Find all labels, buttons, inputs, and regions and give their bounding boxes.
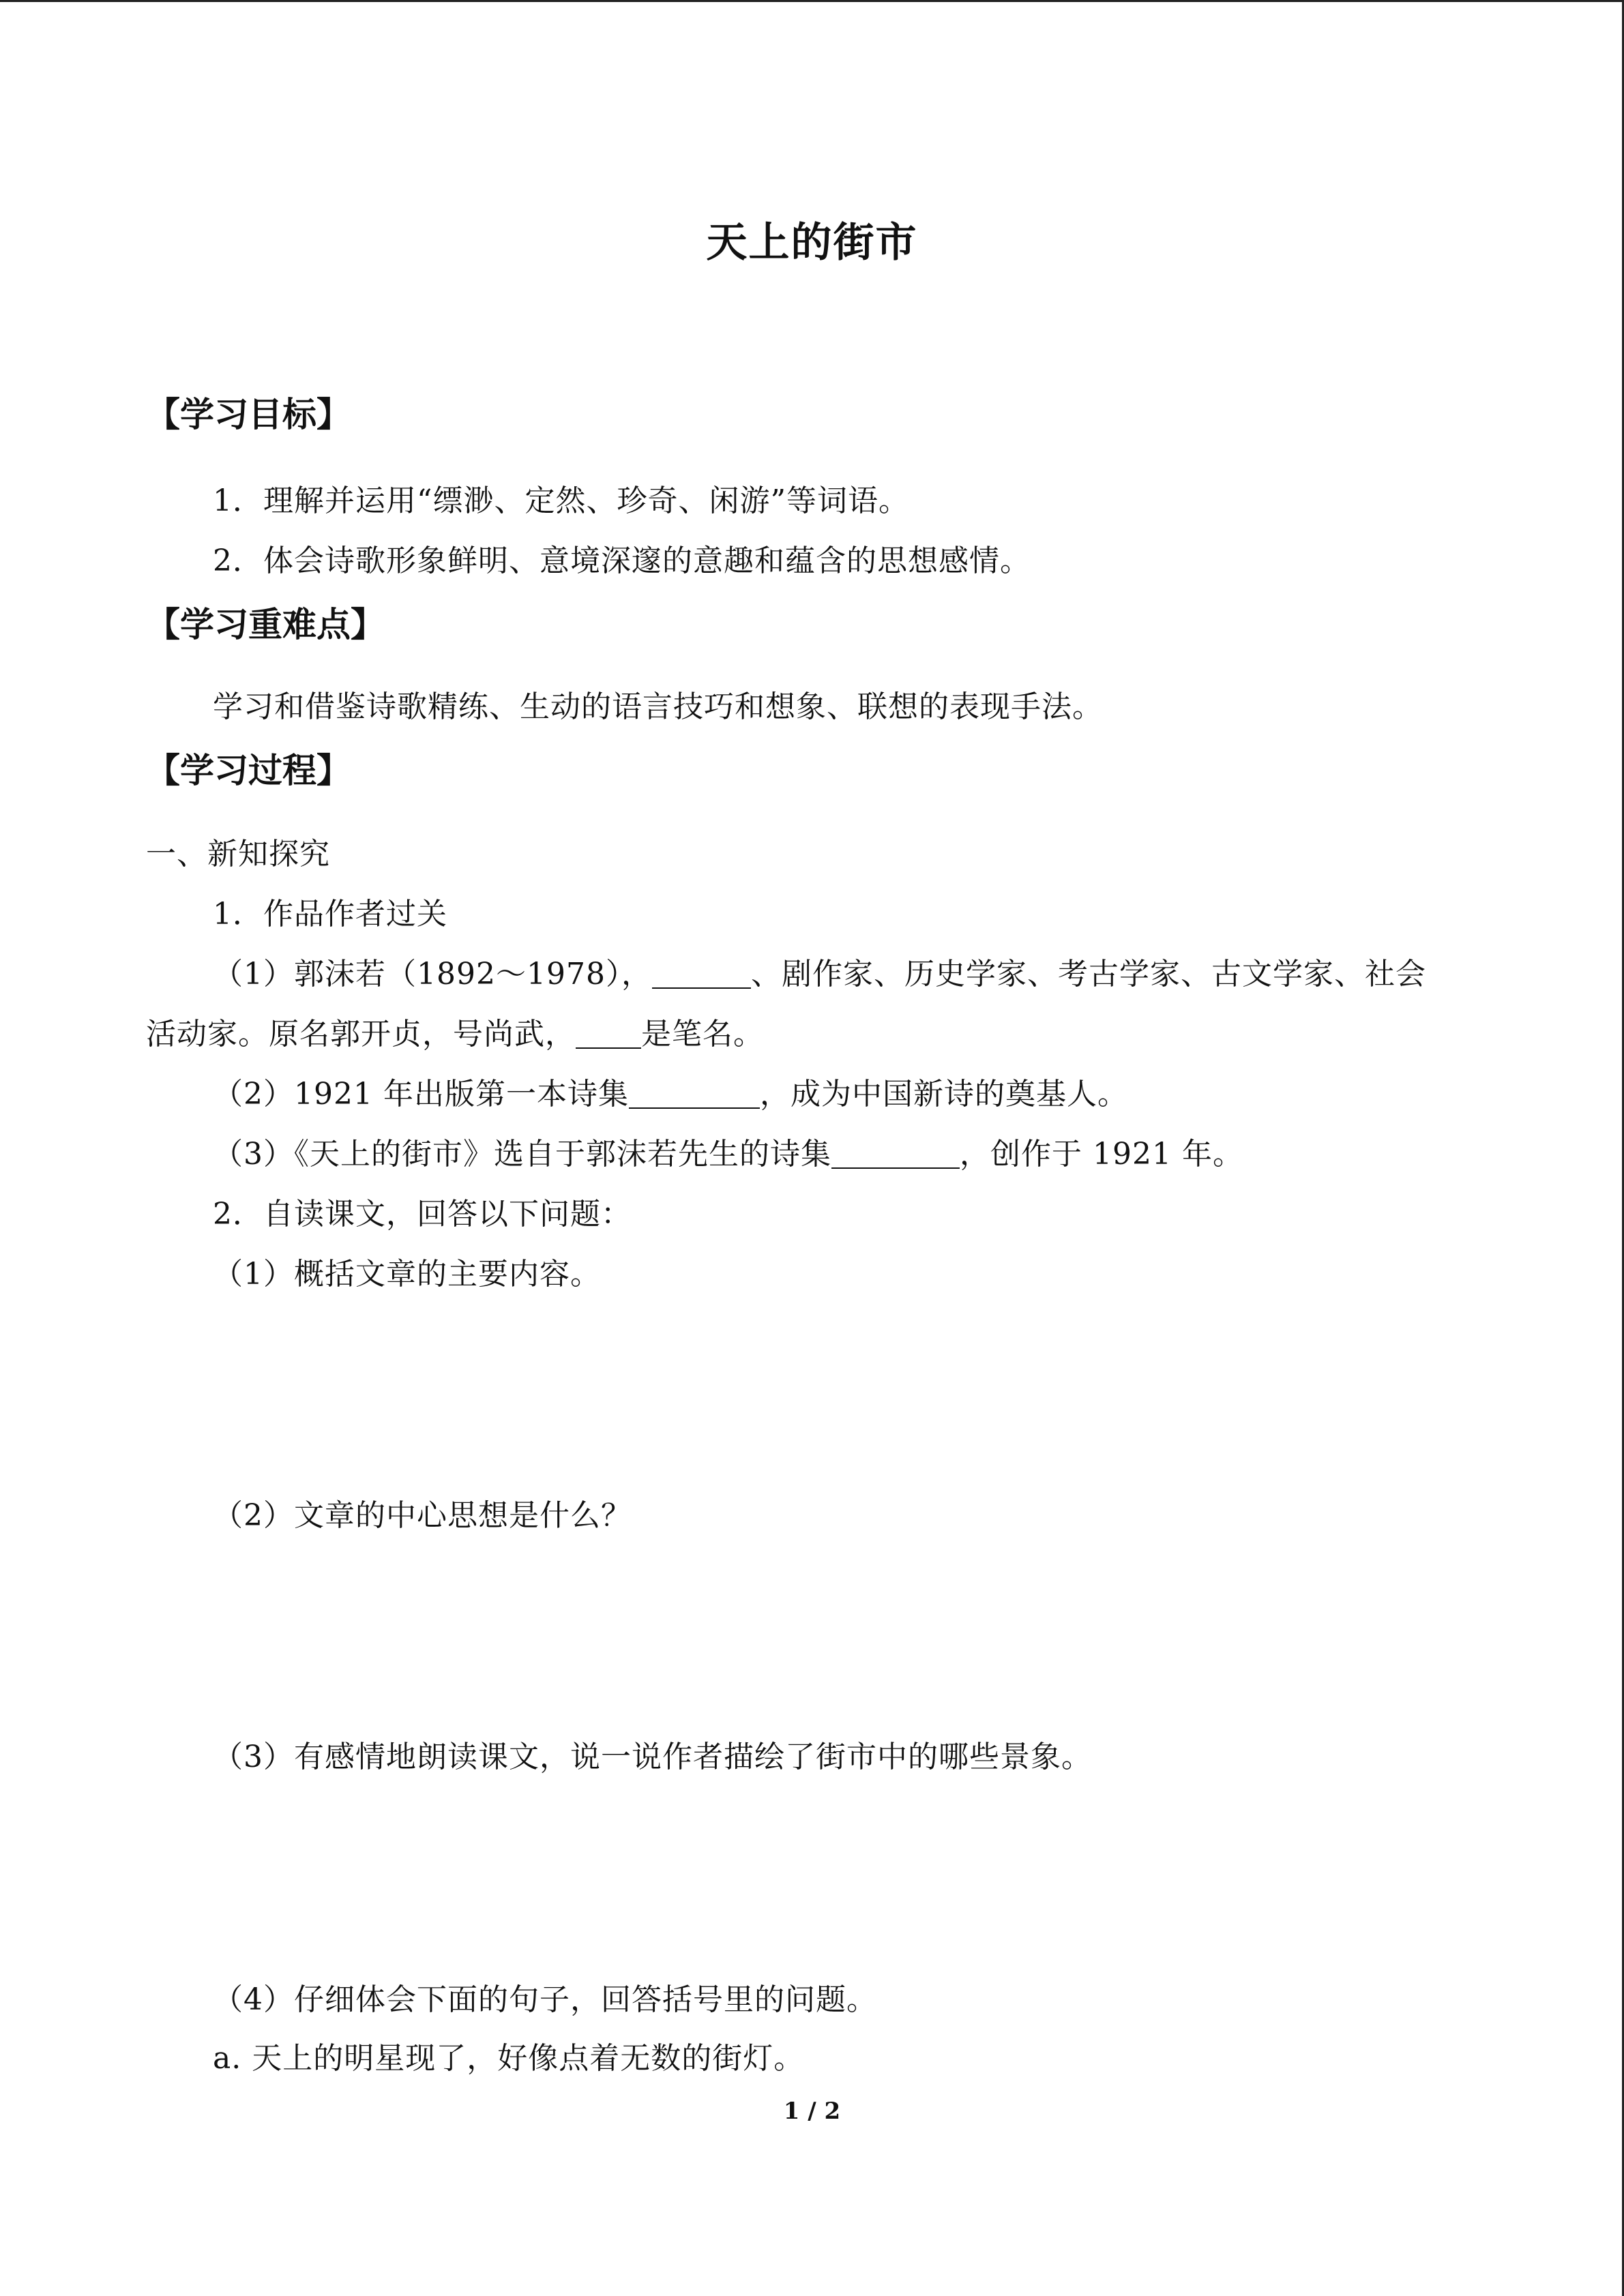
question-1-1-text-d: 是笔名。 [641,1017,764,1052]
fill-in-blank-1[interactable] [652,957,751,989]
question-2-3: （3）有感情地朗读课文，说一说作者描绘了街市中的哪些景象。 [213,1740,1092,1774]
question-1-3-text-b: ，创作于 1921 年。 [960,1137,1243,1172]
fill-in-blank-2[interactable] [576,1017,641,1049]
question-2-4-sentence-a: a. 天上的明星现了，好像点着无数的街灯。 [213,2041,805,2076]
question-1-2 [213,1069,1128,1113]
question-1-1-line-1 [213,949,1426,993]
section-heading-objectives: 【学习目标】 [146,395,351,434]
section-heading-process: 【学习过程】 [146,751,351,790]
question-1-3-text-a: （3）《天上的街市》选自于郭沫若先生的诗集 [213,1137,831,1172]
objective-item-1: 1．理解并运用“缥渺、定然、珍奇、闲游”等词语。 [213,483,909,518]
question-1-1-text-b: 、剧作家、历史学家、考古学家、古文学家、社会 [750,957,1426,992]
question-1-2-text-a: （2）1921 年出版第一本诗集 [213,1077,629,1112]
fill-in-blank-4[interactable] [831,1137,960,1169]
question-1-1-line-2 [146,1009,764,1053]
question-1-1-text-a: （1）郭沫若（1892～1978）， [213,957,652,992]
key-points-text: 学习和借鉴诗歌精练、生动的语言技巧和想象、联想的表现手法。 [213,689,1103,724]
sub2-title: 2．自读课文，回答以下问题： [213,1197,632,1232]
page-border-top [0,0,1624,2]
objective-item-2: 2．体会诗歌形象鲜明、意境深邃的意趣和蕴含的思想感情。 [213,543,1031,578]
question-1-1-text-c: 活动家。原名郭开贞，号尚武， [146,1017,576,1052]
section-heading-key-points: 【学习重难点】 [146,605,385,644]
question-1-3 [213,1129,1243,1173]
question-1-2-text-b: ，成为中国新诗的奠基人。 [759,1077,1128,1112]
question-2-4: （4）仔细体会下面的句子，回答括号里的问题。 [213,1982,877,2017]
page-number: 1 / 2 [783,2098,841,2125]
document-title: 天上的街市 [706,219,918,267]
question-2-2: （2）文章的中心思想是什么？ [213,1498,632,1533]
sub1-title: 1．作品作者过关 [213,897,447,931]
question-2-1: （1）概括文章的主要内容。 [213,1257,601,1292]
part1-title: 一、新知探究 [146,837,330,871]
fill-in-blank-3[interactable] [629,1077,760,1109]
